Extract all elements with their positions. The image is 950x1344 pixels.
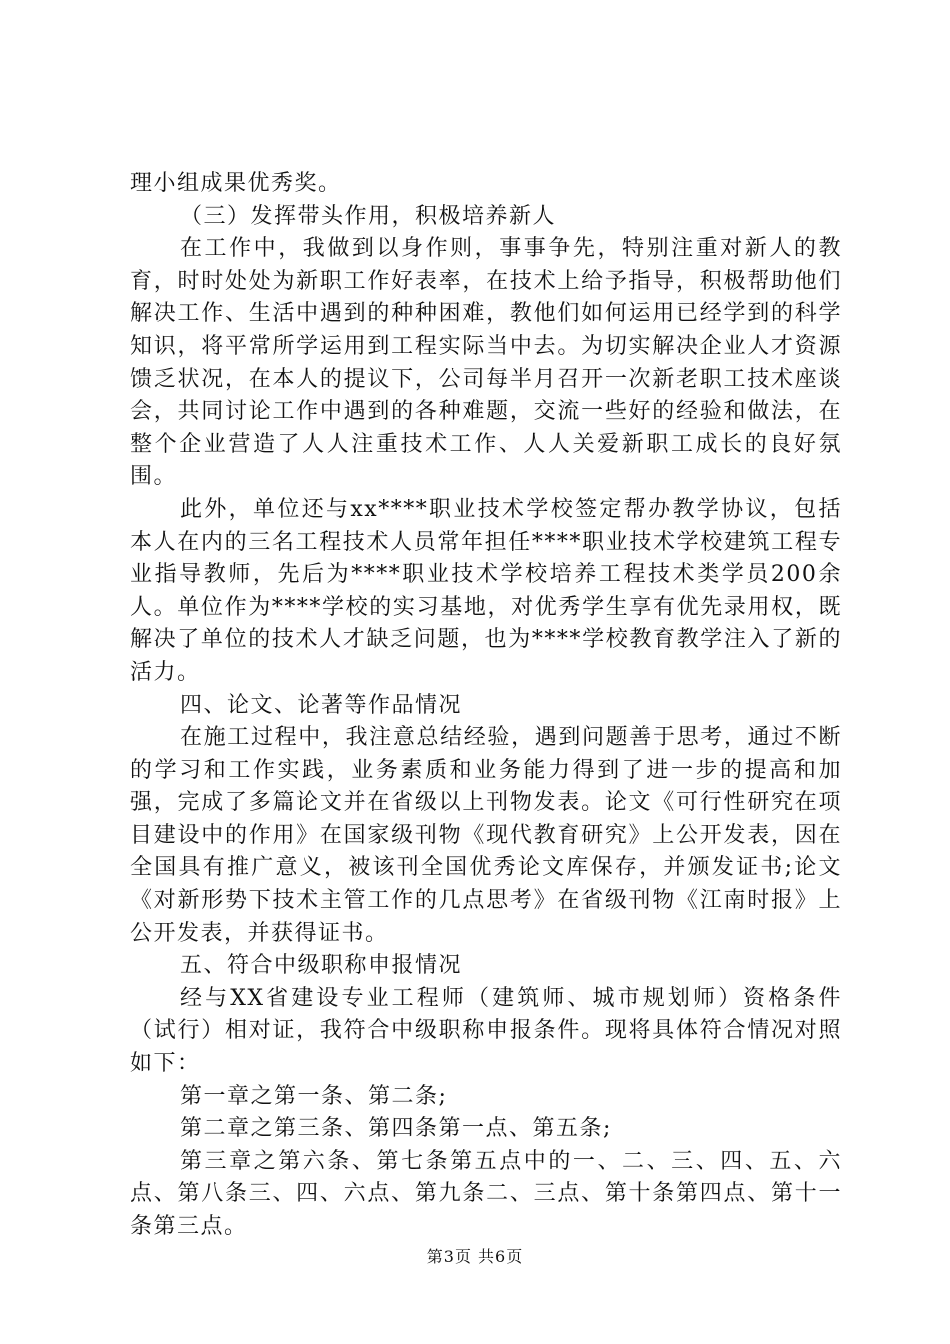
paragraph-6: 在施工过程中，我注意总结经验，遇到问题善于思考，通过不断的学习和工作实践，业务素质和业务能力得到了进一步的提高和加强，完成了多篇论文并在省级以上刊物发表。论文《可行性研究在项目建设中的作用》在国家级刊物《现代教育研究》上公开发表，因在全国具有推广意义，被该刊全国优秀论文库保存，并颁发证书;论文《对新形势下技术主管工作的几点思考》在省级刊物《江南时报》上公开发表，并获得证书。 bbox=[130, 725, 842, 946]
list-item-chapter-3: 第三章之第六条、第七条第五点中的一、二、三、四、五、六点、第八条三、四、六点、第九条二、三点、第十条第四点、第十一条第三点。 bbox=[130, 1148, 842, 1239]
page-footer bbox=[0, 1244, 950, 1267]
paragraph-3: 在工作中，我做到以身作则，事事争先，特别注重对新人的教育，时时处处为新职工作好表率，在技术上给予指导，积极帮助他们解决工作、生活中遇到的种种困难，教他们如何运用已经学到的科学知识，将平常所学运用到工程实际当中去。为切实解决企业人才资源馈乏状况，在本人的提议下，公司每半月召开一次新老职工技术座谈会，共同讨论工作中遇到的各种难题，交流一些好的经验和做法，在整个企业营造了人人注重技术工作、人人关爱新职工成长的良好氛围。 bbox=[130, 236, 842, 490]
section-heading-4: 四、论文、论著等作品情况 bbox=[180, 692, 463, 718]
section-heading-3: （三）发挥带头作用，积极培养新人 bbox=[180, 203, 557, 229]
paragraph-4: 此外，单位还与xx****职业技术学校签定帮办教学协议，包括本人在内的三名工程技术人员常年担任****职业技术学校建筑工程专业指导教师，先后为****职业技术学校培养工程技术类学员200余人。单位作为****学校的实习基地，对优秀学生享有优先录用权，既解决了单位的技术人才缺乏问题，也为****学校教育教学注入了新的活力。 bbox=[130, 496, 842, 685]
paragraph-8: 经与XX省建设专业工程师（建筑师、城市规划师）资格条件（试行）相对证，我符合中级职称申报条件。现将具体符合情况对照如下： bbox=[130, 985, 842, 1077]
paragraph-1: 理小组成果优秀奖。 bbox=[130, 171, 342, 196]
document-body bbox=[130, 168, 842, 1244]
list-item-chapter-2: 第二章之第三条、第四条第一点、第五条; bbox=[180, 1116, 612, 1142]
section-heading-5: 五、符合中级职称申报情况 bbox=[180, 953, 463, 979]
list-item-chapter-1: 第一章之第一条、第二条; bbox=[180, 1083, 448, 1109]
page-number-label: 第3页 共6页 bbox=[426, 1247, 524, 1266]
